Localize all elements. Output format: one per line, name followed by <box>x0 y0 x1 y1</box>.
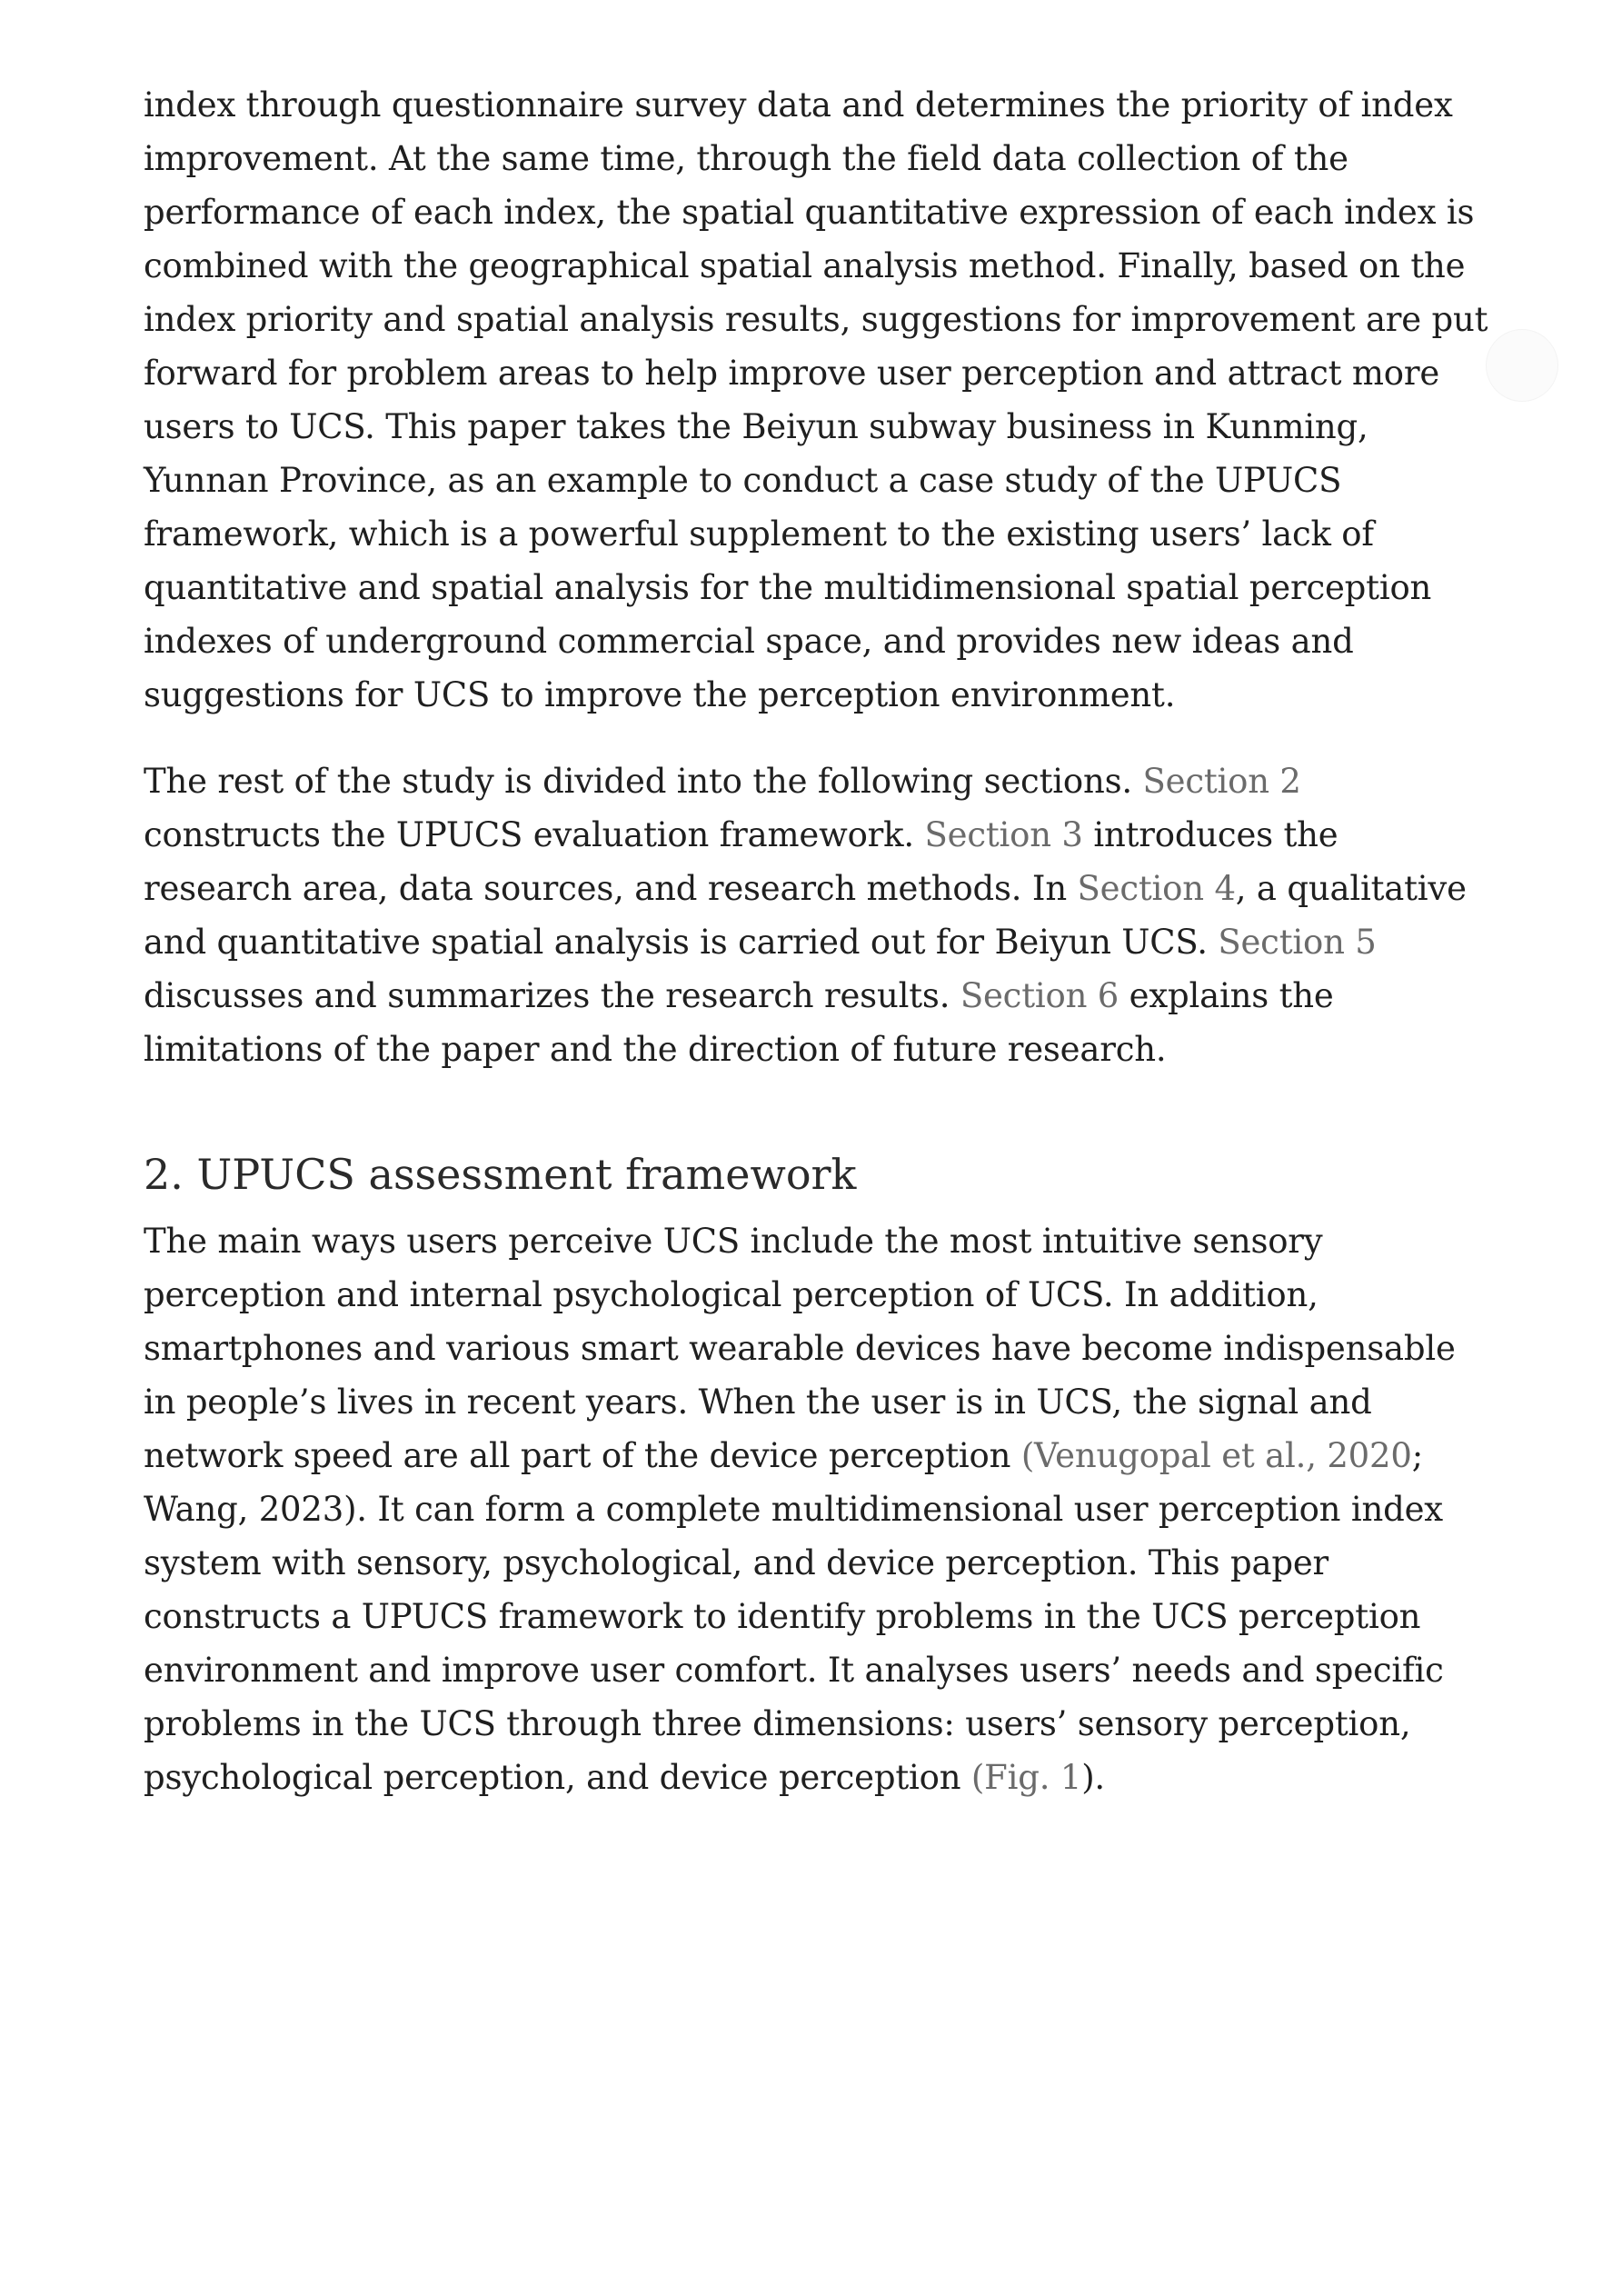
section-5-link[interactable]: Section 5 <box>1218 923 1377 962</box>
floating-widget-circle <box>1486 329 1558 402</box>
section-3-link[interactable]: Section 3 <box>924 815 1083 854</box>
framework-paragraph <box>144 1214 1488 1804</box>
paragraph-text: introduces the research area, data sources, and research methods. In <box>144 815 1338 908</box>
paragraph-text: ; Wang, 2023). It can form a complete multidimensional user perception index system with sensory, psychological, and device perception. This paper constructs a UPUCS framework to identify problems in the UCS perception environment and improve user comfort. It analyses users’ needs and specific problems in the UCS through three dimensions: users’ sensory perception, psychological perception, and device perception <box>144 1436 1444 1797</box>
section-2-link[interactable]: Section 2 <box>1142 762 1301 801</box>
intro-paragraph-continued <box>144 78 1488 722</box>
section-heading: 2. UPUCS assessment framework <box>144 1150 857 1199</box>
figure-1-link[interactable]: (Fig. 1 <box>970 1758 1082 1797</box>
citation-venugopal-link[interactable]: (Venugopal et al., 2020 <box>1020 1436 1412 1475</box>
paragraph-text: constructs the UPUCS evaluation framework. <box>144 815 925 854</box>
paragraph-text: The main ways users perceive UCS include the most intuitive sensory perception and internal psychological perception of UCS. In addition, smartphones and various smart wearable devices have become indispensable in people’s lives in recent years. When the user is in UCS, the signal and network speed are all part of the device perception <box>144 1222 1456 1475</box>
paragraph-text: explains the limitations of the paper and the direction of future research. <box>144 976 1334 1069</box>
paragraph-text: discusses and summarizes the research results. <box>144 976 960 1015</box>
paragraph-text: index through questionnaire survey data and determines the priority of index improvement. At the same time, through the field data collection of the performance of each index, the spatial quantitative expression of each index is combined with the geographical spatial analysis method. Finally, based on the index priority and spatial analysis results, suggestions for improvement are put forward for problem areas to help improve user perception and attract more users to UCS. This paper takes the Beiyun subway business in Kunming, Yunnan Province, as an example to conduct a case study of the UPUCS framework, which is a powerful supplement to the existing users’ lack of quantitative and spatial analysis for the multidimensional spatial perception indexes of underground commercial space, and provides new ideas and suggestions for UCS to improve the perception environment. <box>144 85 1488 714</box>
paragraph-text: ). <box>1081 1758 1105 1797</box>
section-4-link[interactable]: Section 4 <box>1077 869 1236 908</box>
section-6-link[interactable]: Section 6 <box>960 976 1119 1015</box>
outline-paragraph <box>144 754 1488 1076</box>
paragraph-text: The rest of the study is divided into the following sections. <box>144 762 1143 801</box>
paragraph-text: , a qualitative and quantitative spatial analysis is carried out for Beiyun UCS. <box>144 869 1467 962</box>
article-body <box>144 78 1488 1804</box>
